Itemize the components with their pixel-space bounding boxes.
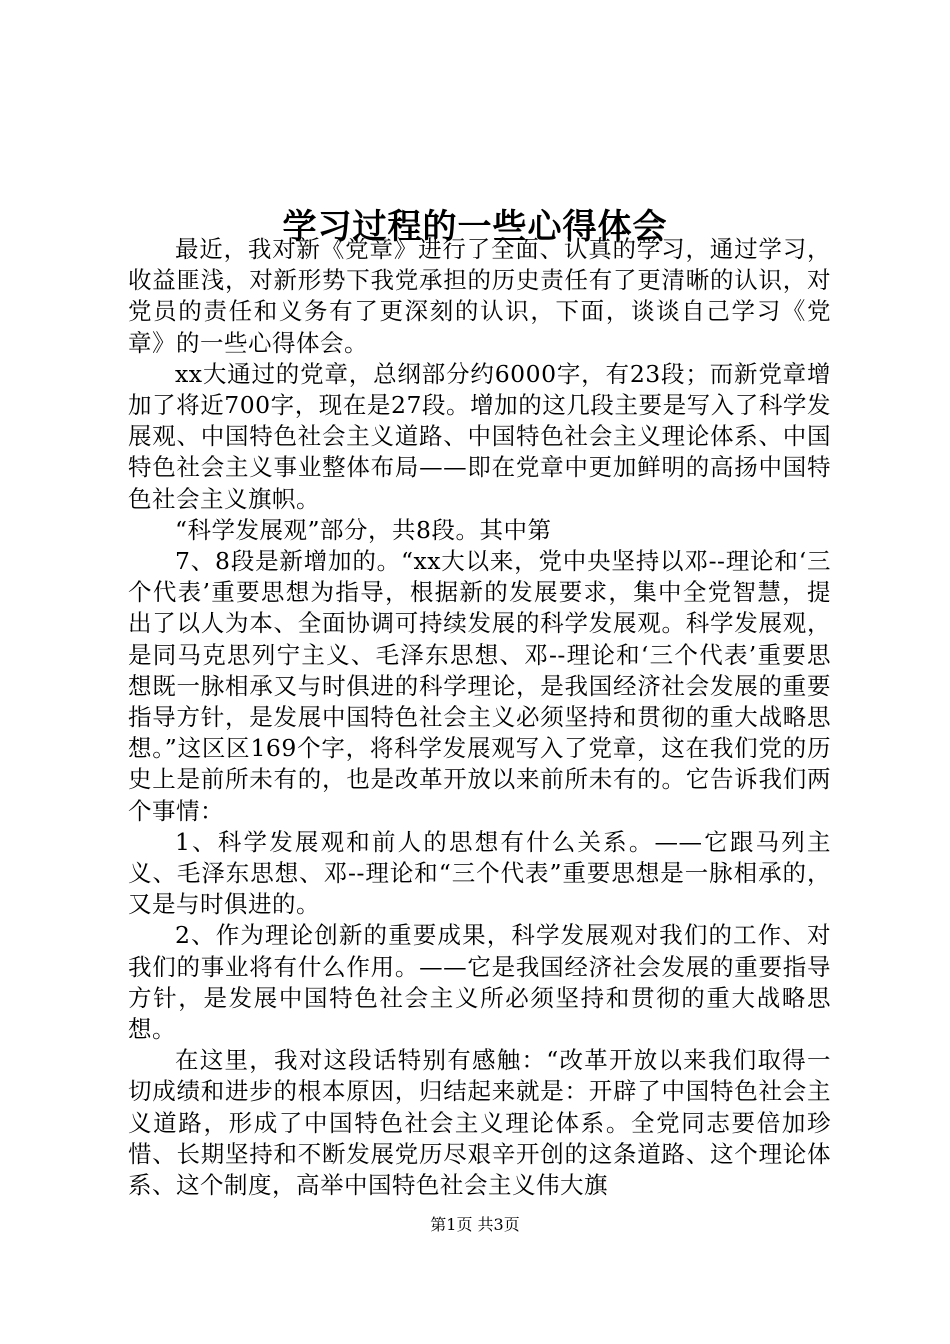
paragraph-new-sections: 7、8段是新增加的。“xx大以来，党中央坚持以邓--理论和‘三个代表’重要思想为指导，根据新的发展要求，集中全党智慧，提出了以人为本、全面协调可持续发展的科学发展观。科学发展观，是同马克思列宁主义、毛泽东思想、邓--理论和‘三个代表’重要思想既一脉相承又与时俱进的科学理论，是我国经济社会发展的重要指导方针，是发展中国特色社会主义必须坚持和贯彻的重大战略思想。”这区区169个字，将科学发展观写入了党章，这在我们党的历史上是前所未有的，也是改革开放以来前所未有的。它告诉我们两个事情： <box>128 547 831 825</box>
paragraph-scientific-outlook-heading: “科学发展观”部分，共8段。其中第 <box>175 515 552 544</box>
document-body <box>128 234 831 1201</box>
page-number-footer: 第1页 共3页 <box>430 1215 520 1234</box>
paragraph-point-two: 2、作为理论创新的重要成果，科学发展观对我们的工作、对我们的事业将有什么作用。——它是我国经济社会发展的重要指导方针，是发展中国特色社会主义所必须坚持和贯彻的重大战略思想。 <box>128 921 831 1044</box>
paragraph-charter-length: xx大通过的党章，总纲部分约6000字，有23段；而新党章增加了将近700字，现在是27段。增加的这几段主要是写入了科学发展观、中国特色社会主义道路、中国特色社会主义理论体系、中国特色社会主义事业整体布局——即在党章中更加鲜明的高扬中国特色社会主义旗帜。 <box>128 359 831 513</box>
paragraph-intro: 最近，我对新《党章》进行了全面、认真的学习，通过学习，收益匪浅，对新形势下我党承担的历史责任有了更清晰的认识，对党员的责任和义务有了更深刻的认识，下面，谈谈自己学习《党章》的一些心得体会。 <box>128 235 831 357</box>
document-title: 学习过程的一些心得体会 <box>282 206 668 247</box>
paragraph-reflection: 在这里，我对这段话特别有感触：“改革开放以来我们取得一切成绩和进步的根本原因，归结起来就是：开辟了中国特色社会主义道路，形成了中国特色社会主义理论体系。全党同志要倍加珍惜、长期坚持和不断发展党历尽艰辛开创的这条道路、这个理论体系、这个制度，高举中国特色社会主义伟大旗 <box>128 1046 831 1200</box>
paragraph-point-one: 1、科学发展观和前人的思想有什么关系。——它跟马列主义、毛泽东思想、邓--理论和“三个代表”重要思想是一脉相承的，又是与时俱进的。 <box>128 827 831 919</box>
